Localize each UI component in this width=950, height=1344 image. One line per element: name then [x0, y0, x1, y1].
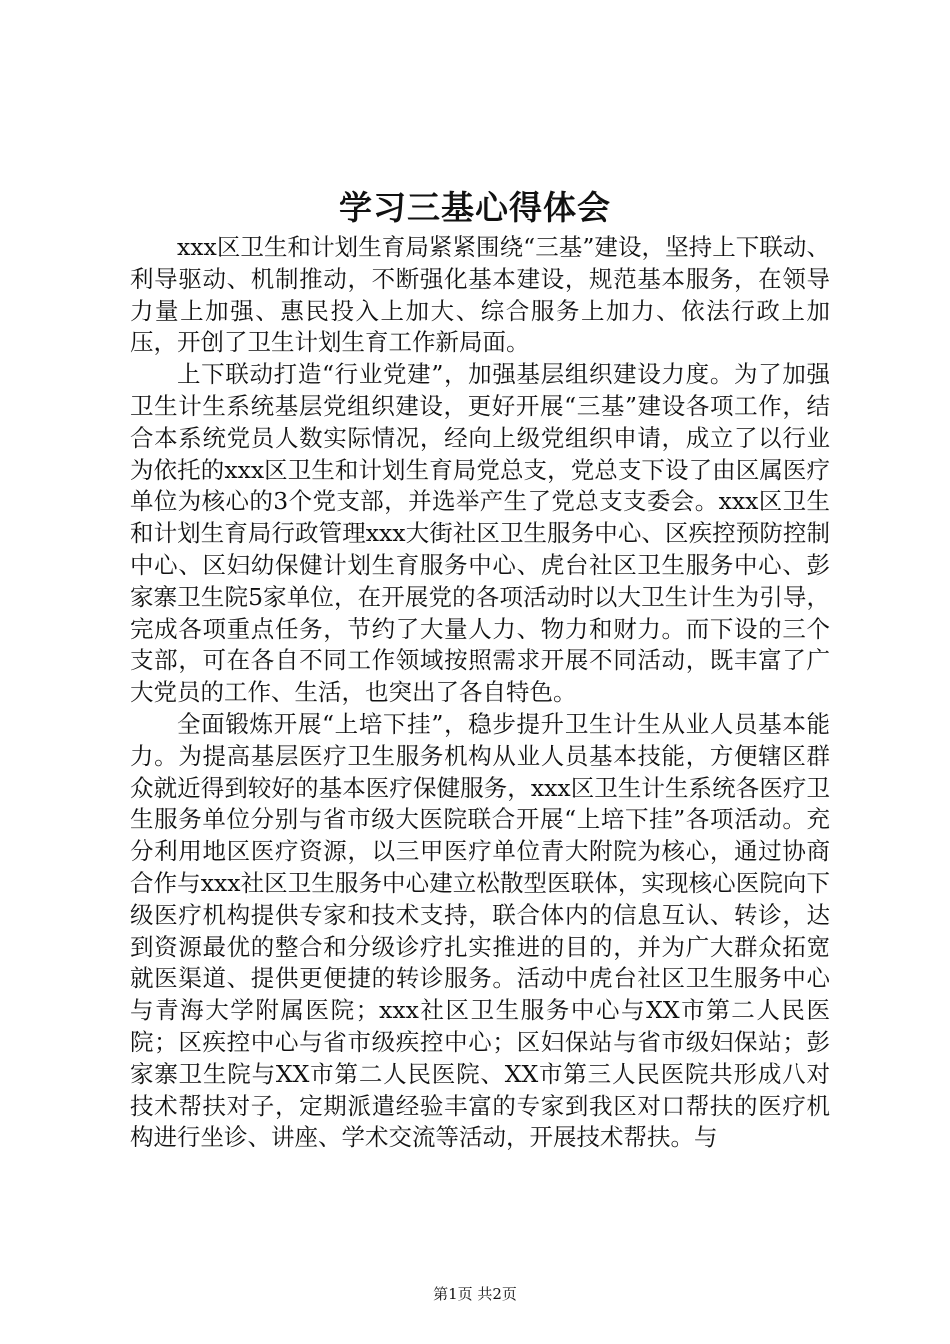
- page-footer: 第1页 共2页: [433, 1285, 517, 1303]
- paragraph: 上下联动打造“行业党建”，加强基层组织建设力度。为了加强卫生计生系统基层党组织建设，更好开展“三基”建设各项工作，结合本系统党员人数实际情况，经向上级党组织申请，成立了以行业为依托的xxx区卫生和计划生育局党总支，党总支下设了由区属医疗单位为核心的3个党支部，并选举产生了党总支支委会。xxx区卫生和计划生育局行政管理xxx大街社区卫生服务中心、区疾控预防控制中心、区妇幼保健计划生育服务中心、虎台社区卫生服务中心、彭家寨卫生院5家单位，在开展党的各项活动时以大卫生计生为引导，完成各项重点任务，节约了大量人力、物力和财力。而下设的三个支部，可在各自不同工作领域按照需求开展不同活动，既丰富了广大党员的工作、生活，也突出了各自特色。: [130, 360, 830, 707]
- document-title: 学习三基心得体会: [339, 188, 611, 227]
- paragraph: 全面锻炼开展“上培下挂”，稳步提升卫生计生从业人员基本能力。为提高基层医疗卫生服务机构从业人员基本技能，方便辖区群众就近得到较好的基本医疗保健服务，xxx区卫生计生系统各医疗卫生服务单位分别与省市级大医院联合开展“上培下挂”各项活动。充分利用地区医疗资源，以三甲医疗单位青大附院为核心，通过协商合作与xxx社区卫生服务中心建立松散型医联体，实现核心医院向下级医疗机构提供专家和技术支持，联合体内的信息互认、转诊，达到资源最优的整合和分级诊疗扎实推进的目的，并为广大群众拓宽就医渠道、提供更便捷的转诊服务。活动中虎台社区卫生服务中心与青海大学附属医院；xxx社区卫生服务中心与XX市第二人民医院；区疾控中心与省市级疾控中心；区妇保站与省市级妇保站；彭家寨卫生院与XX市第二人民医院、XX市第三人民医院共形成八对技术帮扶对子，定期派遣经验丰富的专家到我区对口帮扶的医疗机构进行坐诊、讲座、学术交流等活动，开展技术帮扶。与: [130, 709, 830, 1152]
- document-body: [130, 232, 830, 1154]
- paragraph: xxx区卫生和计划生育局紧紧围绕“三基”建设，坚持上下联动、利导驱动、机制推动，不断强化基本建设，规范基本服务，在领导力量上加强、惠民投入上加大、综合服务上加力、依法行政上加压，开创了卫生计划生育工作新局面。: [130, 233, 830, 357]
